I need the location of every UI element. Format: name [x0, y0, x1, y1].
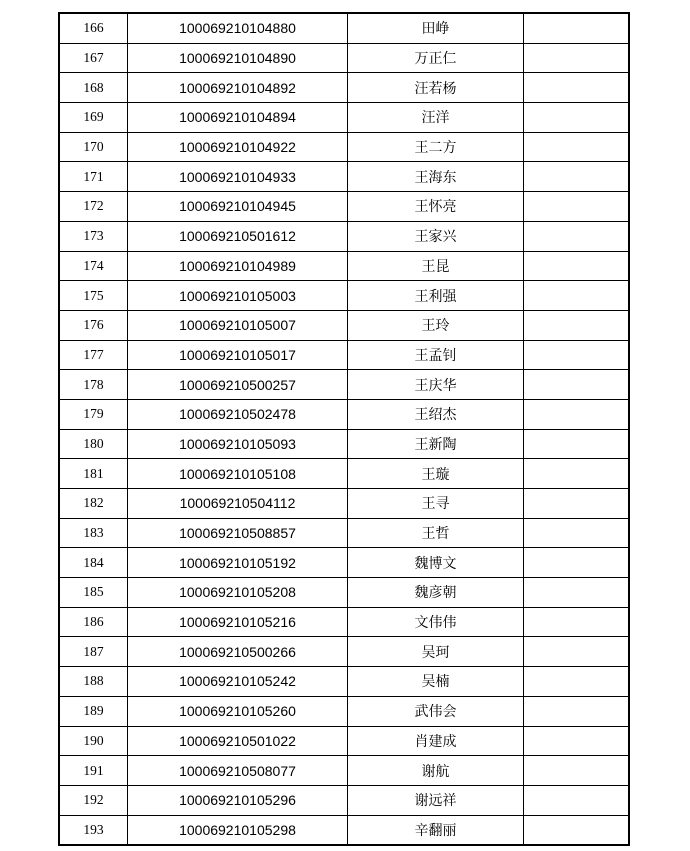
remarks-cell — [524, 399, 630, 429]
candidate-id-cell: 100069210104933 — [128, 162, 348, 192]
table-row — [59, 132, 629, 162]
candidate-id-cell: 100069210105017 — [128, 340, 348, 370]
remarks-cell — [524, 726, 630, 756]
candidate-id-cell: 100069210104945 — [128, 192, 348, 222]
table-row — [59, 489, 629, 519]
table-row — [59, 696, 629, 726]
row-number-cell: 186 — [59, 607, 128, 637]
row-number-cell: 183 — [59, 518, 128, 548]
remarks-cell — [524, 73, 630, 103]
candidate-id-cell: 100069210504112 — [128, 489, 348, 519]
candidate-id-cell: 100069210105208 — [128, 578, 348, 608]
candidate-name-cell: 王利强 — [348, 281, 524, 311]
candidate-id-cell: 100069210105298 — [128, 815, 348, 845]
row-number-cell: 176 — [59, 310, 128, 340]
table-row — [59, 756, 629, 786]
row-number-cell: 188 — [59, 667, 128, 697]
row-number-cell: 179 — [59, 399, 128, 429]
remarks-cell — [524, 251, 630, 281]
candidate-name-cell: 魏博文 — [348, 548, 524, 578]
candidate-id-cell: 100069210500257 — [128, 370, 348, 400]
candidate-name-cell: 田峥 — [348, 13, 524, 43]
table-row — [59, 192, 629, 222]
remarks-cell — [524, 281, 630, 311]
row-number-cell: 189 — [59, 696, 128, 726]
table-row — [59, 310, 629, 340]
remarks-cell — [524, 489, 630, 519]
candidate-name-cell: 王哲 — [348, 518, 524, 548]
row-number-cell: 184 — [59, 548, 128, 578]
candidate-name-cell: 辛翻丽 — [348, 815, 524, 845]
remarks-cell — [524, 13, 630, 43]
candidate-name-cell: 魏彦朝 — [348, 578, 524, 608]
remarks-cell — [524, 43, 630, 73]
candidate-id-cell: 100069210104922 — [128, 132, 348, 162]
roster-table-body — [59, 13, 629, 845]
candidate-id-cell: 100069210105003 — [128, 281, 348, 311]
row-number-cell: 187 — [59, 637, 128, 667]
candidate-name-cell: 武伟会 — [348, 696, 524, 726]
table-row — [59, 13, 629, 43]
row-number-cell: 181 — [59, 459, 128, 489]
remarks-cell — [524, 459, 630, 489]
row-number-cell: 185 — [59, 578, 128, 608]
candidate-id-cell: 100069210104890 — [128, 43, 348, 73]
candidate-id-cell: 100069210105108 — [128, 459, 348, 489]
candidate-name-cell: 王家兴 — [348, 221, 524, 251]
candidate-id-cell: 100069210104989 — [128, 251, 348, 281]
candidate-id-cell: 100069210501612 — [128, 221, 348, 251]
table-row — [59, 73, 629, 103]
candidate-id-cell: 100069210104880 — [128, 13, 348, 43]
row-number-cell: 166 — [59, 13, 128, 43]
remarks-cell — [524, 756, 630, 786]
candidate-name-cell: 谢航 — [348, 756, 524, 786]
row-number-cell: 173 — [59, 221, 128, 251]
row-number-cell: 191 — [59, 756, 128, 786]
candidate-id-cell: 100069210105296 — [128, 785, 348, 815]
remarks-cell — [524, 340, 630, 370]
table-row — [59, 162, 629, 192]
table-row — [59, 399, 629, 429]
table-row — [59, 518, 629, 548]
candidate-id-cell: 100069210508077 — [128, 756, 348, 786]
remarks-cell — [524, 607, 630, 637]
row-number-cell: 180 — [59, 429, 128, 459]
table-row — [59, 667, 629, 697]
remarks-cell — [524, 785, 630, 815]
table-row — [59, 607, 629, 637]
candidate-name-cell: 王玲 — [348, 310, 524, 340]
remarks-cell — [524, 518, 630, 548]
row-number-cell: 168 — [59, 73, 128, 103]
row-number-cell: 192 — [59, 785, 128, 815]
row-number-cell: 170 — [59, 132, 128, 162]
remarks-cell — [524, 310, 630, 340]
candidate-id-cell: 100069210105242 — [128, 667, 348, 697]
remarks-cell — [524, 162, 630, 192]
row-number-cell: 169 — [59, 103, 128, 133]
remarks-cell — [524, 221, 630, 251]
roster-table — [58, 12, 630, 846]
candidate-name-cell: 王新陶 — [348, 429, 524, 459]
candidate-name-cell: 汪若杨 — [348, 73, 524, 103]
candidate-name-cell: 王璇 — [348, 459, 524, 489]
candidate-name-cell: 文伟伟 — [348, 607, 524, 637]
table-row — [59, 548, 629, 578]
remarks-cell — [524, 667, 630, 697]
remarks-cell — [524, 578, 630, 608]
remarks-cell — [524, 103, 630, 133]
remarks-cell — [524, 192, 630, 222]
table-row — [59, 637, 629, 667]
candidate-name-cell: 王寻 — [348, 489, 524, 519]
table-row — [59, 103, 629, 133]
table-row — [59, 281, 629, 311]
candidate-id-cell: 100069210105007 — [128, 310, 348, 340]
table-row — [59, 370, 629, 400]
remarks-cell — [524, 370, 630, 400]
table-row — [59, 459, 629, 489]
remarks-cell — [524, 132, 630, 162]
candidate-id-cell: 100069210104894 — [128, 103, 348, 133]
candidate-name-cell: 王孟钊 — [348, 340, 524, 370]
candidate-id-cell: 100069210105216 — [128, 607, 348, 637]
candidate-name-cell: 吴珂 — [348, 637, 524, 667]
table-row — [59, 43, 629, 73]
row-number-cell: 171 — [59, 162, 128, 192]
candidate-name-cell: 王昆 — [348, 251, 524, 281]
candidate-id-cell: 100069210501022 — [128, 726, 348, 756]
remarks-cell — [524, 429, 630, 459]
row-number-cell: 167 — [59, 43, 128, 73]
candidate-name-cell: 肖建成 — [348, 726, 524, 756]
candidate-id-cell: 100069210502478 — [128, 399, 348, 429]
candidate-name-cell: 万正仁 — [348, 43, 524, 73]
table-row — [59, 340, 629, 370]
row-number-cell: 177 — [59, 340, 128, 370]
table-row — [59, 429, 629, 459]
row-number-cell: 178 — [59, 370, 128, 400]
row-number-cell: 174 — [59, 251, 128, 281]
table-row — [59, 815, 629, 845]
candidate-name-cell: 谢远祥 — [348, 785, 524, 815]
candidate-name-cell: 王怀亮 — [348, 192, 524, 222]
remarks-cell — [524, 637, 630, 667]
candidate-id-cell: 100069210104892 — [128, 73, 348, 103]
remarks-cell — [524, 696, 630, 726]
candidate-name-cell: 王二方 — [348, 132, 524, 162]
table-row — [59, 726, 629, 756]
candidate-name-cell: 王庆华 — [348, 370, 524, 400]
table-row — [59, 578, 629, 608]
candidate-id-cell: 100069210500266 — [128, 637, 348, 667]
row-number-cell: 190 — [59, 726, 128, 756]
table-row — [59, 221, 629, 251]
candidate-id-cell: 100069210105093 — [128, 429, 348, 459]
row-number-cell: 193 — [59, 815, 128, 845]
candidate-name-cell: 汪洋 — [348, 103, 524, 133]
candidate-name-cell: 吴楠 — [348, 667, 524, 697]
candidate-name-cell: 王绍杰 — [348, 399, 524, 429]
row-number-cell: 172 — [59, 192, 128, 222]
remarks-cell — [524, 548, 630, 578]
table-row — [59, 251, 629, 281]
candidate-id-cell: 100069210105260 — [128, 696, 348, 726]
table-row — [59, 785, 629, 815]
row-number-cell: 182 — [59, 489, 128, 519]
candidate-id-cell: 100069210105192 — [128, 548, 348, 578]
remarks-cell — [524, 815, 630, 845]
candidate-name-cell: 王海东 — [348, 162, 524, 192]
row-number-cell: 175 — [59, 281, 128, 311]
candidate-id-cell: 100069210508857 — [128, 518, 348, 548]
